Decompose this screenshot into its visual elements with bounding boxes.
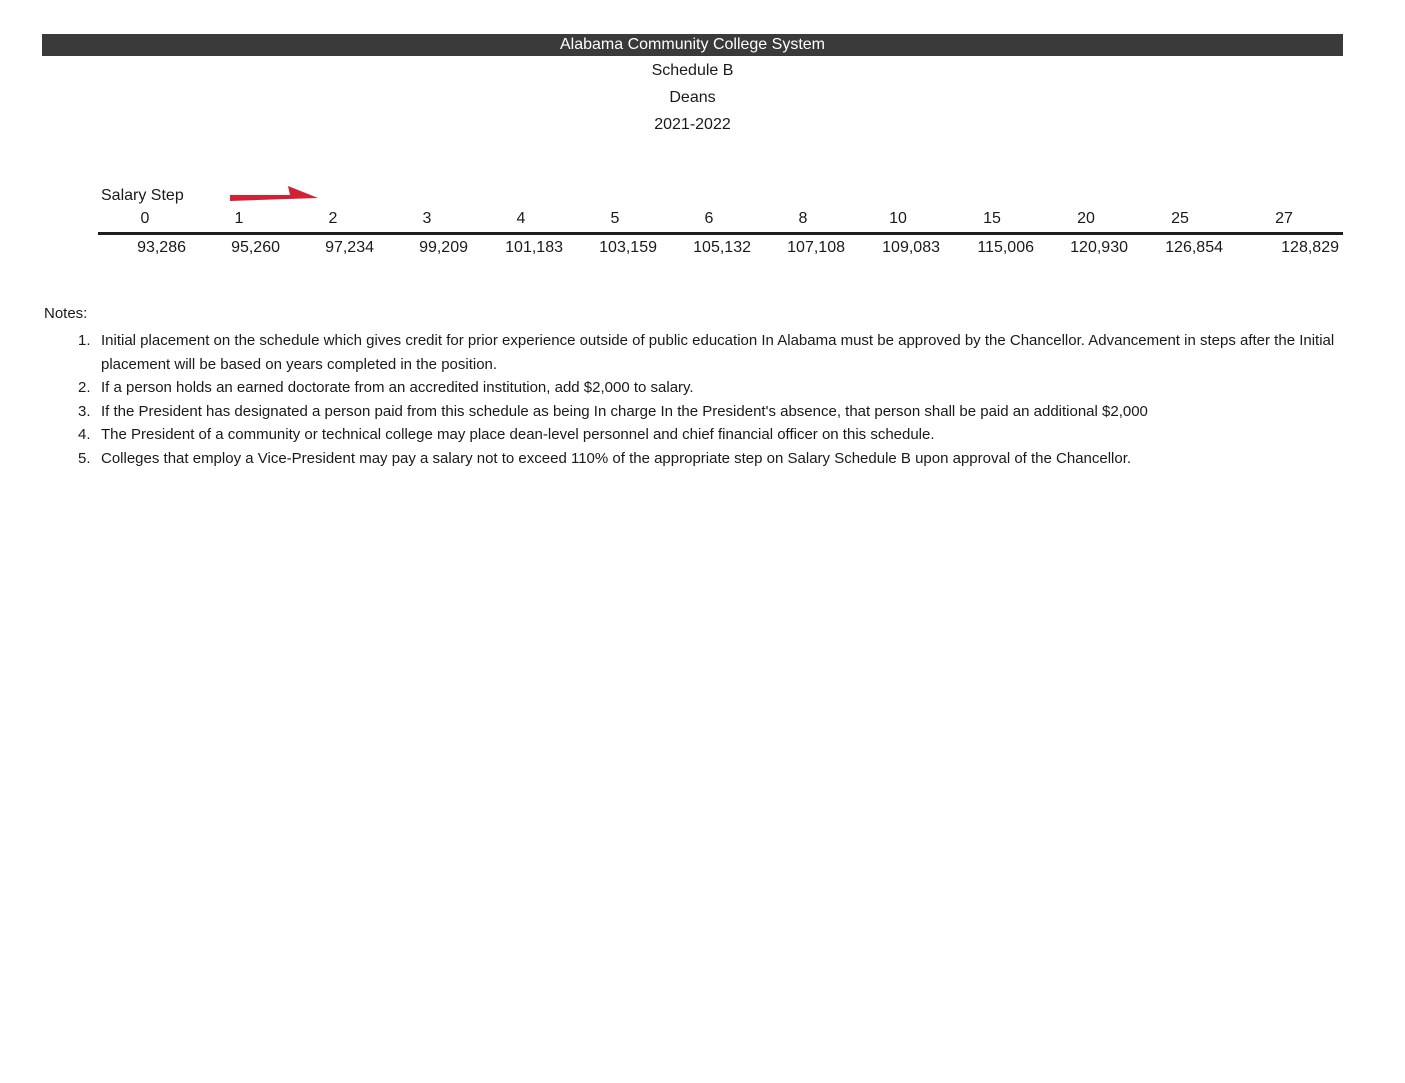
- notes-title: Notes:: [44, 305, 88, 322]
- salary-cell: 126,854: [1165, 239, 1223, 256]
- salary-cell: 97,234: [325, 239, 374, 256]
- step-row: [98, 208, 1343, 230]
- note-number: 2.: [78, 379, 91, 396]
- note-text: Colleges that employ a Vice-President may pay a salary not to exceed 110% of the appropriate step on Salary Schedule B upon approval of the Chancellor.: [101, 449, 1132, 467]
- salary-cell: 95,260: [231, 239, 280, 256]
- salary-schedule-table: [98, 208, 1343, 259]
- table-divider: [98, 232, 1343, 235]
- step-cell: 10: [889, 210, 907, 227]
- note-number: 3.: [78, 402, 91, 420]
- step-cell: 4: [516, 210, 526, 227]
- note-text: Initial placement on the schedule which gives credit for prior experience outside of public education In Alabama must be approved by the Chancellor. Advancement in steps after the Initial placement will be based on years completed in the position.: [101, 332, 1335, 373]
- category-title: Deans: [669, 89, 716, 106]
- salary-cell: 128,829: [1281, 239, 1339, 256]
- year-title: 2021-2022: [654, 116, 731, 133]
- note-item: [78, 423, 1340, 447]
- salary-cell: 120,930: [1070, 239, 1128, 256]
- schedule-title: Schedule B: [651, 62, 734, 79]
- note-number: 5.: [78, 449, 91, 467]
- note-text: The President of a community or technical college may place dean-level personnel and chief financial officer on this schedule.: [101, 426, 935, 443]
- note-item: [78, 400, 1340, 424]
- note-text: If a person holds an earned doctorate from an accredited institution, add $2,000 to salary.: [101, 379, 694, 396]
- note-item: [78, 376, 1340, 400]
- note-number: 4.: [78, 426, 91, 443]
- salary-cell: 115,006: [977, 239, 1034, 256]
- step-cell: 0: [140, 210, 150, 227]
- step-cell: 27: [1275, 210, 1293, 227]
- step-cell: 5: [610, 210, 620, 227]
- note-item: [78, 447, 1340, 471]
- note-number: 1.: [78, 332, 91, 349]
- step-cell: 3: [422, 210, 432, 227]
- note-text: If the President has designated a person paid from this schedule as being In charge In the President's absence, that person shall be paid an additional $2,000: [101, 402, 1148, 420]
- salary-cell: 107,108: [787, 239, 845, 256]
- step-cell: 6: [704, 210, 714, 227]
- salary-cell: 93,286: [137, 239, 186, 256]
- salary-cell: 109,083: [882, 239, 940, 256]
- step-cell: 20: [1077, 210, 1095, 227]
- salary-step-label: Salary Step: [101, 187, 184, 204]
- step-cell: 25: [1171, 210, 1189, 227]
- step-cell: 8: [798, 210, 808, 227]
- salary-cell: 101,183: [505, 239, 563, 256]
- salary-cell: 103,159: [599, 239, 657, 256]
- notes-list: [78, 329, 1340, 470]
- salary-row: [98, 237, 1343, 259]
- salary-cell: 105,132: [693, 239, 751, 256]
- salary-cell: 99,209: [419, 239, 468, 256]
- note-item: [78, 329, 1340, 376]
- arrow-right-icon: [230, 184, 318, 204]
- step-cell: 15: [983, 210, 1001, 227]
- step-cell: 1: [234, 210, 244, 227]
- title-banner: Alabama Community College System: [42, 34, 1343, 56]
- step-cell: 2: [328, 210, 338, 227]
